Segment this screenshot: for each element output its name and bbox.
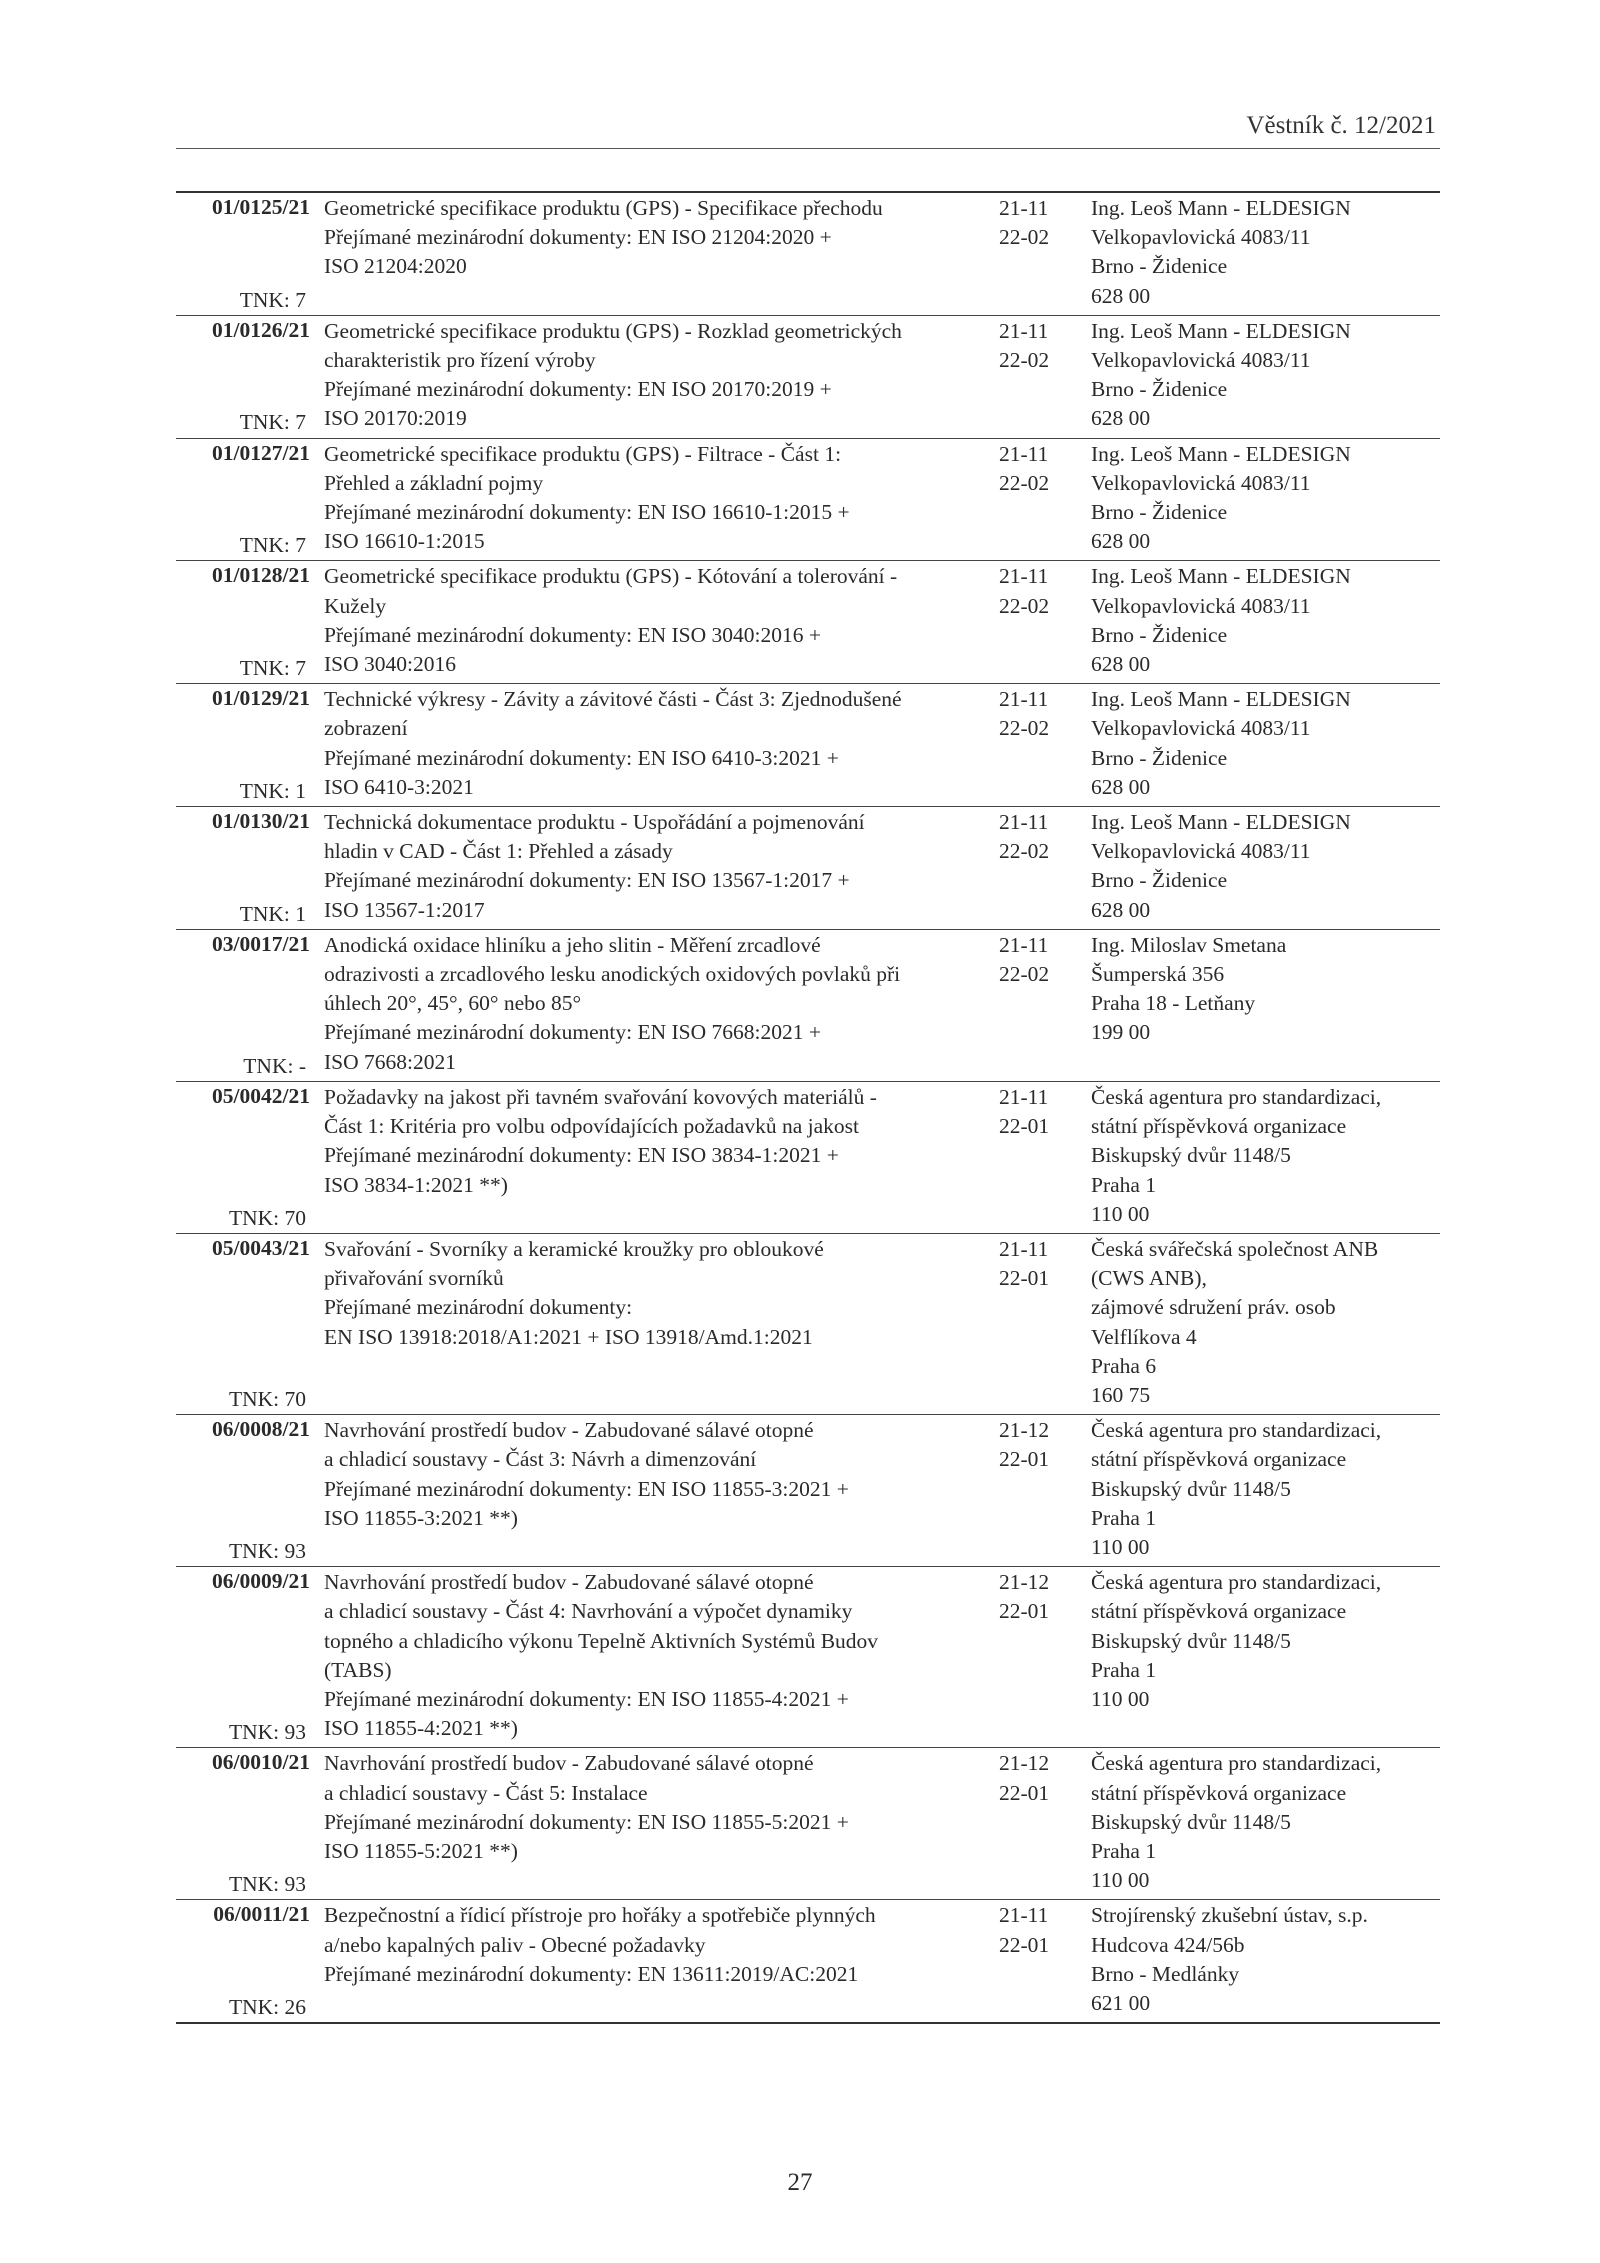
date-line: 21-11 (999, 1236, 1049, 1261)
date-line: 21-11 (999, 318, 1049, 343)
bulletin-title: Věstník č. 12/2021 (1246, 112, 1436, 139)
description-line: Přehled a základní pojmy (324, 470, 544, 495)
tnk-number: TNK: 26 (228, 1994, 306, 2019)
task-code: 05/0042/21 (212, 1083, 310, 1108)
task-code: 01/0129/21 (212, 686, 310, 711)
address-cell (1085, 1567, 1440, 1747)
page-header (176, 112, 1440, 149)
description-line: a chladicí soustavy - Část 5: Instalace (324, 1780, 648, 1805)
address-line: 628 00 (1091, 897, 1151, 922)
description-line: ISO 11855-4:2021 **) (324, 1716, 518, 1741)
address-line: Praha 1 (1091, 1172, 1157, 1197)
description-line: Geometrické specifikace produktu (GPS) - Filtrace - Část 1: (324, 441, 842, 466)
address-cell (1085, 684, 1440, 806)
date-line: 22-02 (999, 593, 1050, 618)
tnk-number: TNK: 93 (228, 1720, 306, 1745)
date-line: 22-02 (999, 716, 1050, 741)
address-line: Velkopavlovická 4083/11 (1091, 348, 1311, 373)
dates-cell (999, 807, 1085, 929)
address-line: 628 00 (1091, 652, 1151, 677)
table-row (176, 684, 1440, 807)
dates-cell (999, 1082, 1085, 1233)
tnk-number: TNK: 7 (239, 533, 306, 558)
table-row (176, 439, 1440, 562)
dates-cell (999, 1567, 1085, 1747)
dates-cell (999, 439, 1085, 561)
address-line: Brno - Židenice (1091, 500, 1228, 525)
address-line: Česká agentura pro standardizaci, (1091, 1418, 1382, 1443)
task-code: 01/0127/21 (212, 440, 310, 465)
description-line: Přejímané mezinárodní dokumenty: EN ISO 3834-1:2021 + (324, 1143, 839, 1168)
address-line: Biskupský dvůr 1148/5 (1091, 1476, 1291, 1501)
description-cell (314, 316, 999, 438)
description-line: Navrhování prostředí budov - Zabudované sálavé otopné (324, 1570, 814, 1595)
description-line: Přejímané mezinárodní dokumenty: EN ISO 20170:2019 + (324, 377, 832, 402)
date-line: 21-11 (999, 1084, 1049, 1109)
dates-cell (999, 930, 1085, 1081)
address-line: 160 75 (1091, 1382, 1151, 1407)
address-line: Ing. Leoš Mann - ELDESIGN (1091, 318, 1351, 343)
address-line: státní příspěvková organizace (1091, 1114, 1347, 1139)
date-line: 21-12 (999, 1570, 1050, 1595)
description-line: Kužely (324, 593, 387, 618)
address-cell (1085, 561, 1440, 683)
date-line: 22-02 (999, 470, 1050, 495)
address-line: Velkopavlovická 4083/11 (1091, 225, 1311, 250)
id-cell (176, 1082, 314, 1233)
address-cell (1085, 930, 1440, 1081)
address-line: 110 00 (1091, 1868, 1150, 1893)
description-line: ISO 6410-3:2021 (324, 774, 474, 799)
date-line: 22-01 (999, 1599, 1050, 1624)
id-cell (176, 930, 314, 1081)
address-line: Šumperská 356 (1091, 962, 1225, 987)
description-line: Přejímané mezinárodní dokumenty: EN ISO 13567-1:2017 + (324, 868, 850, 893)
address-cell (1085, 807, 1440, 929)
id-cell (176, 193, 314, 315)
description-line: Přejímané mezinárodní dokumenty: (324, 1295, 633, 1320)
dates-cell (999, 1415, 1085, 1566)
description-line: Bezpečnostní a řídicí přístroje pro hořáky a spotřebiče plynných (324, 1903, 876, 1928)
description-line: Technické výkresy - Závity a závitové části - Část 3: Zjednodušené (324, 687, 902, 712)
task-code: 06/0011/21 (213, 1902, 310, 1927)
date-line: 22-01 (999, 1932, 1050, 1957)
description-line: Přejímané mezinárodní dokumenty: EN ISO 6410-3:2021 + (324, 745, 839, 770)
address-line: Ing. Leoš Mann - ELDESIGN (1091, 196, 1351, 220)
page-number: 27 (787, 2169, 813, 2196)
description-line: Geometrické specifikace produktu (GPS) - Specifikace přechodu (324, 196, 883, 220)
table-row (176, 1415, 1440, 1567)
description-line: Přejímané mezinárodní dokumenty: EN ISO 21204:2020 + (324, 225, 832, 250)
tnk-number: TNK: 70 (228, 1205, 306, 1230)
table-row (176, 316, 1440, 439)
date-line: 21-11 (999, 441, 1049, 466)
tnk-number: TNK: 93 (228, 1872, 306, 1897)
address-line: Velkopavlovická 4083/11 (1091, 839, 1311, 864)
address-cell (1085, 1900, 1440, 2022)
id-cell (176, 561, 314, 683)
date-line: 22-01 (999, 1447, 1050, 1472)
table-row (176, 930, 1440, 1082)
address-line: Velkopavlovická 4083/11 (1091, 470, 1311, 495)
description-line: Část 1: Kritéria pro volbu odpovídajících požadavků na jakost (324, 1114, 859, 1139)
id-cell (176, 684, 314, 806)
address-line: zájmové sdružení práv. osob (1091, 1295, 1336, 1320)
table-row (176, 1234, 1440, 1415)
address-line: Velkopavlovická 4083/11 (1091, 716, 1311, 741)
address-cell (1085, 193, 1440, 315)
date-line: 22-02 (999, 962, 1050, 987)
tnk-number: TNK: 7 (239, 287, 306, 312)
address-line: Ing. Leoš Mann - ELDESIGN (1091, 687, 1351, 712)
date-line: 21-12 (999, 1418, 1050, 1443)
date-line: 22-02 (999, 839, 1050, 864)
description-cell (314, 930, 999, 1081)
description-cell (314, 1900, 999, 2022)
address-line: Brno - Židenice (1091, 745, 1228, 770)
address-line: Brno - Židenice (1091, 377, 1228, 402)
tnk-number: TNK: 7 (239, 656, 306, 681)
description-cell (314, 193, 999, 315)
tnk-number: TNK: 1 (239, 901, 306, 926)
date-line: 21-11 (999, 687, 1049, 712)
date-line: 21-11 (999, 564, 1049, 589)
address-line: Česká agentura pro standardizaci, (1091, 1084, 1382, 1109)
date-line: 22-01 (999, 1266, 1050, 1291)
date-line: 21-11 (999, 932, 1049, 957)
description-line: a chladicí soustavy - Část 3: Návrh a dimenzování (324, 1447, 757, 1472)
table-row (176, 1567, 1440, 1748)
description-line: Přejímané mezinárodní dokumenty: EN ISO 7668:2021 + (324, 1020, 821, 1045)
description-cell (314, 1748, 999, 1899)
dates-cell (999, 1748, 1085, 1899)
date-line: 21-12 (999, 1751, 1050, 1776)
id-cell (176, 1900, 314, 2022)
address-line: Biskupský dvůr 1148/5 (1091, 1143, 1291, 1168)
id-cell (176, 1567, 314, 1747)
description-line: úhlech 20°, 45°, 60° nebo 85° (324, 991, 582, 1016)
task-code: 03/0017/21 (212, 931, 310, 956)
table-row (176, 1900, 1440, 2022)
id-cell (176, 807, 314, 929)
dates-cell (999, 193, 1085, 315)
address-cell (1085, 1415, 1440, 1566)
description-cell (314, 684, 999, 806)
task-code: 06/0010/21 (212, 1750, 310, 1775)
description-line: odrazivosti a zrcadlového lesku anodických oxidových povlaků při (324, 962, 901, 987)
tnk-number: TNK: 7 (239, 410, 306, 435)
address-line: Brno - Židenice (1091, 254, 1228, 279)
description-cell (314, 561, 999, 683)
address-line: Strojírenský zkušební ústav, s.p. (1091, 1903, 1368, 1928)
tnk-number: TNK: 1 (239, 778, 306, 803)
description-line: Anodická oxidace hliníku a jeho slitin - Měření zrcadlové (324, 932, 821, 957)
table-row (176, 807, 1440, 930)
address-line: Česká svářečská společnost ANB (1091, 1236, 1379, 1261)
address-line: Praha 1 (1091, 1505, 1157, 1530)
description-line: Přejímané mezinárodní dokumenty: EN 13611:2019/AC:2021 (324, 1961, 859, 1986)
table-row (176, 561, 1440, 684)
address-line: Praha 1 (1091, 1657, 1157, 1682)
description-line: EN ISO 13918:2018/A1:2021 + ISO 13918/Amd.1:2021 (324, 1324, 813, 1349)
address-cell (1085, 1082, 1440, 1233)
id-cell (176, 439, 314, 561)
date-line: 22-02 (999, 348, 1050, 373)
task-code: 01/0125/21 (212, 195, 310, 219)
description-cell (314, 1082, 999, 1233)
address-line: Hudcova 424/56b (1091, 1932, 1245, 1957)
description-cell (314, 1415, 999, 1566)
description-line: Navrhování prostředí budov - Zabudované sálavé otopné (324, 1751, 814, 1776)
address-line: Česká agentura pro standardizaci, (1091, 1751, 1382, 1776)
address-line: Velflíkova 4 (1091, 1324, 1197, 1349)
description-line: hladin v CAD - Část 1: Přehled a zásady (324, 839, 673, 864)
address-cell (1085, 439, 1440, 561)
date-line: 21-11 (999, 196, 1049, 220)
description-line: ISO 11855-3:2021 **) (324, 1505, 518, 1530)
tnk-number: TNK: 93 (228, 1538, 306, 1563)
id-cell (176, 1415, 314, 1566)
dates-cell (999, 1900, 1085, 2022)
description-line: ISO 7668:2021 (324, 1049, 456, 1074)
dates-cell (999, 316, 1085, 438)
address-line: 621 00 (1091, 1990, 1151, 2015)
description-line: Geometrické specifikace produktu (GPS) - Kótování a tolerování - (324, 564, 898, 589)
description-line: Přejímané mezinárodní dokumenty: EN ISO 11855-4:2021 + (324, 1686, 849, 1711)
description-line: ISO 3834-1:2021 **) (324, 1172, 508, 1197)
address-line: Praha 6 (1091, 1353, 1157, 1378)
description-line: Požadavky na jakost při tavném svařování kovových materiálů - (324, 1084, 877, 1109)
address-line: Praha 18 - Letňany (1091, 991, 1256, 1016)
description-line: ISO 3040:2016 (324, 652, 456, 677)
address-line: 628 00 (1091, 406, 1151, 431)
description-line: Navrhování prostředí budov - Zabudované sálavé otopné (324, 1418, 814, 1443)
address-line: Velkopavlovická 4083/11 (1091, 593, 1311, 618)
date-line: 22-01 (999, 1780, 1050, 1805)
task-code: 01/0130/21 (212, 809, 310, 834)
table-row (176, 1082, 1440, 1234)
address-line: Brno - Židenice (1091, 868, 1228, 893)
address-line: Ing. Miloslav Smetana (1091, 932, 1287, 957)
address-line: Biskupský dvůr 1148/5 (1091, 1809, 1291, 1834)
description-line: ISO 20170:2019 (324, 406, 467, 431)
description-line: přivařování svorníků (324, 1266, 504, 1291)
address-cell (1085, 1748, 1440, 1899)
address-line: 628 00 (1091, 529, 1151, 554)
task-code: 01/0126/21 (212, 317, 310, 342)
dates-cell (999, 561, 1085, 683)
address-line: Biskupský dvůr 1148/5 (1091, 1628, 1291, 1653)
address-line: Ing. Leoš Mann - ELDESIGN (1091, 564, 1351, 589)
description-line: Svařování - Svorníky a keramické kroužky pro obloukové (324, 1236, 824, 1261)
task-code: 06/0008/21 (212, 1417, 310, 1442)
description-line: topného a chladicího výkonu Tepelně Aktivních Systémů Budov (324, 1628, 879, 1653)
address-line: státní příspěvková organizace (1091, 1599, 1347, 1624)
address-line: 110 00 (1091, 1201, 1150, 1226)
description-cell (314, 807, 999, 929)
id-cell (176, 1234, 314, 1414)
description-line: Přejímané mezinárodní dokumenty: EN ISO 11855-3:2021 + (324, 1476, 849, 1501)
address-line: Brno - Židenice (1091, 622, 1228, 647)
table-row (176, 193, 1440, 316)
address-line: Brno - Medlánky (1091, 1961, 1240, 1986)
description-cell (314, 1567, 999, 1747)
address-line: Praha 1 (1091, 1838, 1157, 1863)
description-line: Přejímané mezinárodní dokumenty: EN ISO 3040:2016 + (324, 622, 821, 647)
address-line: Ing. Leoš Mann - ELDESIGN (1091, 810, 1351, 835)
description-line: a chladicí soustavy - Část 4: Navrhování a výpočet dynamiky (324, 1599, 853, 1624)
description-line: Geometrické specifikace produktu (GPS) - Rozklad geometrických (324, 318, 902, 343)
description-line: zobrazení (324, 716, 408, 741)
address-line: státní příspěvková organizace (1091, 1447, 1347, 1472)
description-cell (314, 1234, 999, 1414)
address-line: 199 00 (1091, 1020, 1151, 1045)
task-code: 01/0128/21 (212, 563, 310, 588)
dates-cell (999, 684, 1085, 806)
standards-table (176, 191, 1440, 2024)
description-line: Přejímané mezinárodní dokumenty: EN ISO 16610-1:2015 + (324, 500, 850, 525)
address-line: 628 00 (1091, 283, 1151, 308)
description-line: ISO 13567-1:2017 (324, 897, 485, 922)
table-row (176, 1748, 1440, 1900)
description-line: ISO 16610-1:2015 (324, 529, 485, 554)
task-code: 05/0043/21 (212, 1235, 310, 1260)
address-cell (1085, 316, 1440, 438)
date-line: 22-01 (999, 1114, 1050, 1139)
address-line: Ing. Leoš Mann - ELDESIGN (1091, 441, 1351, 466)
address-line: 110 00 (1091, 1534, 1150, 1559)
address-line: 110 00 (1091, 1686, 1150, 1711)
id-cell (176, 1748, 314, 1899)
date-line: 22-02 (999, 225, 1050, 250)
description-line: a/nebo kapalných paliv - Obecné požadavky (324, 1932, 706, 1957)
description-line: (TABS) (324, 1657, 392, 1682)
dates-cell (999, 1234, 1085, 1414)
task-code: 06/0009/21 (212, 1569, 310, 1594)
id-cell (176, 316, 314, 438)
description-line: ISO 21204:2020 (324, 254, 467, 279)
address-line: státní příspěvková organizace (1091, 1780, 1347, 1805)
date-line: 21-11 (999, 810, 1049, 835)
address-line: 628 00 (1091, 774, 1151, 799)
address-cell (1085, 1234, 1440, 1414)
address-line: Česká agentura pro standardizaci, (1091, 1570, 1382, 1595)
tnk-number: TNK: - (243, 1053, 306, 1078)
tnk-number: TNK: 70 (228, 1386, 306, 1411)
description-line: Technická dokumentace produktu - Uspořádání a pojmenování (324, 810, 865, 835)
date-line: 21-11 (999, 1903, 1049, 1928)
address-line: (CWS ANB), (1091, 1266, 1207, 1291)
description-cell (314, 439, 999, 561)
description-line: Přejímané mezinárodní dokumenty: EN ISO 11855-5:2021 + (324, 1809, 849, 1834)
description-line: ISO 11855-5:2021 **) (324, 1838, 518, 1863)
description-line: charakteristik pro řízení výroby (324, 348, 596, 373)
